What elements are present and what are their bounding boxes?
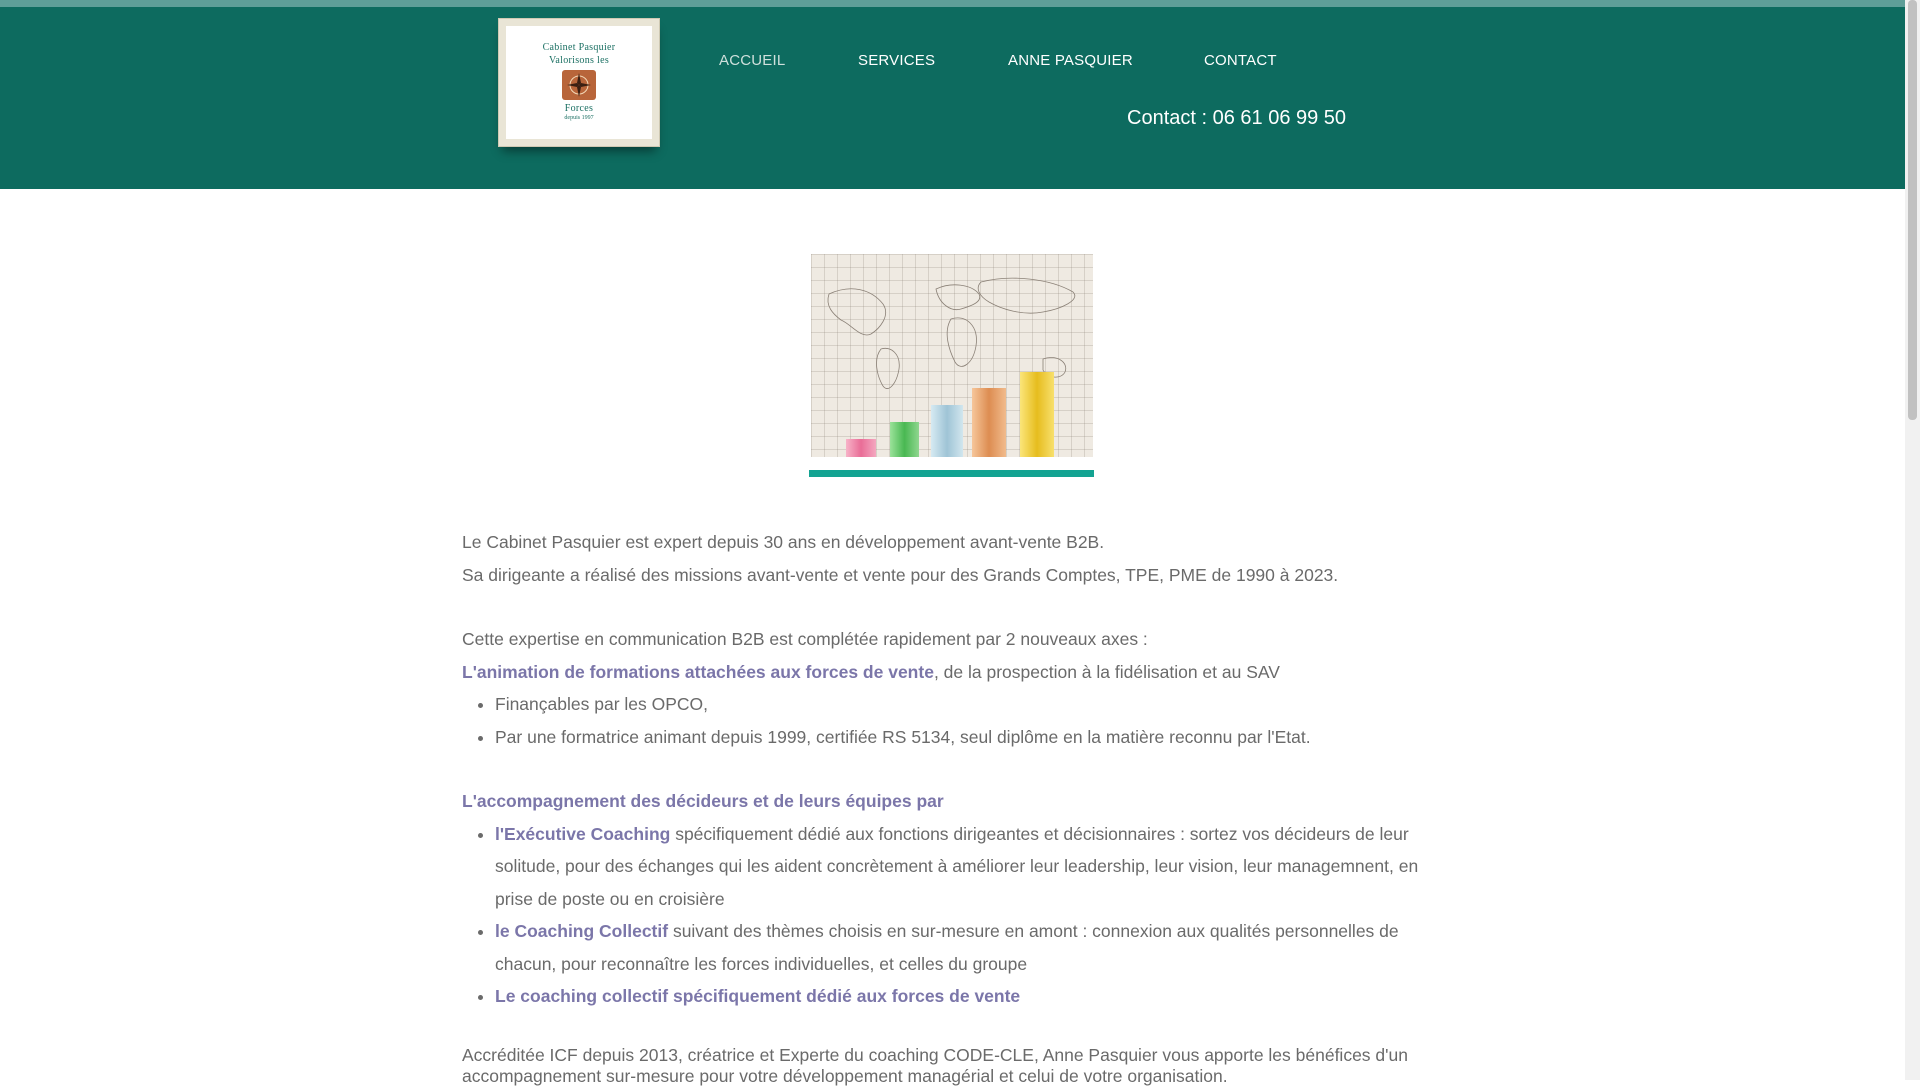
hero-underline (809, 470, 1094, 477)
spacer (462, 591, 1447, 623)
hero-bar-pink (846, 439, 876, 457)
scrollbar-thumb[interactable] (1908, 0, 1917, 420)
list-item (495, 915, 1447, 980)
axes-intro: Cette expertise en communication B2B est complétée rapidement par 2 nouveaux axes : (462, 629, 1148, 649)
axis-2-heading: L'accompagnement des décideurs et de leurs équipes par (462, 791, 944, 811)
hero-bar-chart-image (811, 254, 1093, 457)
list-item (495, 818, 1447, 916)
site-header (0, 7, 1905, 189)
nav-item-anne-pasquier[interactable]: ANNE PASQUIER (1008, 52, 1133, 69)
axis-1-paragraph (462, 656, 1447, 689)
logo-line-3: Forces (564, 103, 594, 114)
collective-coaching-text: suivant des thèmes choisis en sur-mesure en amont : connexion aux qualités personnelles de chacun, pour reconnaître les forces individuelles, et celles du groupe (495, 921, 1399, 974)
sales-coaching-label: Le coaching collectif spécifiquement dédié aux forces de vente (495, 986, 1021, 1006)
main-content (462, 526, 1447, 1087)
nav-item-contact[interactable]: CONTACT (1204, 52, 1277, 69)
executive-coaching-label: l'Exécutive Coaching (495, 823, 671, 844)
collective-coaching-label: le Coaching Collectif (495, 921, 669, 941)
hero-illustration (811, 254, 1093, 457)
hero-bar-orange (972, 388, 1006, 457)
logo-since: depuis 1997 (564, 115, 594, 121)
intro-paragraph-2: Sa dirigeante a réalisé des missions avant-vente et vente pour des Grands Comptes, TPE, PME de 1990 à 2023. (462, 564, 1339, 585)
closing-paragraph: Accréditée ICF depuis 2013, créatrice et Experte du coaching CODE-CLE, Anne Pasquier vous apporte les bénéfices d'un accompagnement sur-mesure pour votre développement managérial et celui de votre organisation. (462, 1044, 1408, 1086)
logo-line-2: Valorisons les (548, 55, 610, 66)
compass-rose-icon (562, 70, 596, 100)
list-item (495, 980, 1447, 1013)
spacer (462, 1013, 1447, 1045)
hero-bar-yellow (1020, 372, 1054, 457)
top-strip (0, 0, 1905, 7)
nav-item-accueil[interactable]: ACCUEIL (719, 52, 786, 69)
logo-inner (506, 26, 652, 139)
hero-bar-blue (931, 405, 963, 457)
nav-item-services[interactable]: SERVICES (858, 52, 936, 69)
hero-bar-green (890, 422, 919, 457)
list-item: • Par une formatrice animant depuis 1999, certifiée RS 5134, seul diplôme en la matière reconnu par l'Etat. (495, 721, 1447, 754)
logo-line-1: Cabinet Pasquier (542, 42, 616, 53)
axis-2-list (462, 818, 1447, 1013)
list-item: • Finançables par les OPCO, (495, 688, 1447, 721)
logo[interactable] (498, 18, 660, 147)
axis-1-list (462, 688, 1447, 753)
executive-coaching-text: spécifiquement dédié aux fonctions dirigeantes et décisionnaires : sortez vos décideurs de leur solitude, pour des échanges qui les aident concrètement à améliorer leur leadership, leur vision, leur managemnent, en prise de poste ou en croisière (495, 823, 1419, 909)
spacer (462, 753, 1447, 785)
intro-paragraph-1: Le Cabinet Pasquier est expert depuis 30 ans en développement avant-vente B2B. (462, 532, 1105, 552)
header-contact-phone: Contact : 06 61 06 99 50 (1127, 107, 1347, 129)
axis-1-rest: , de la prospection à la fidélisation et au SAV (933, 661, 1280, 682)
axis-1-heading: L'animation de formations attachées aux forces de vente (462, 661, 934, 682)
